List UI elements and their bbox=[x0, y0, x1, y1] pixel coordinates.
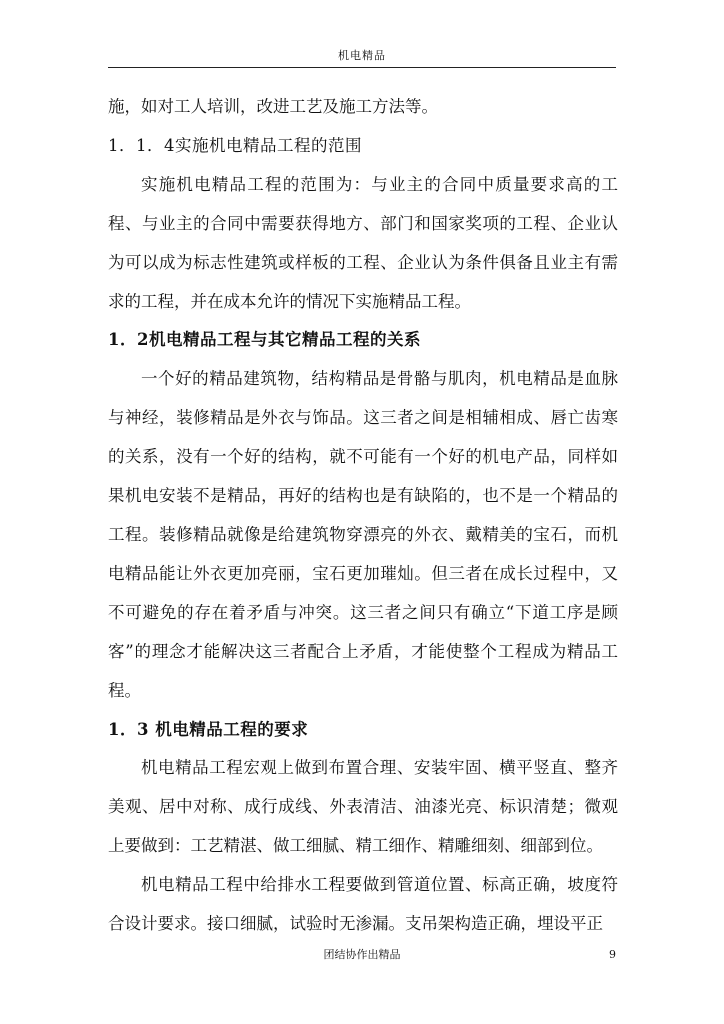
section-heading-1-1-4: 1．1．4实施机电精品工程的范围 bbox=[108, 135, 362, 155]
paragraph-scope: 实施机电精品工程的范围为：与业主的合同中质量要求高的工程、与业主的合同中需要获得地方、部门和国家奖项的工程、企业认为可以成为标志性建筑或样板的工程、企业认为条件俱备且业主有需求的工程，并在成本允许的情况下实施精品工程。 bbox=[108, 174, 618, 311]
page-header bbox=[108, 49, 616, 63]
page-number: 9 bbox=[609, 948, 616, 961]
paragraph-requirements: 机电精品工程宏观上做到布置合理、安装牢固、横平竖直、整齐美观、居中对称、成行成线、外表清洁、油漆光亮、标识清楚；微观上要做到：工艺精湛、做工细腻、精工细作、精雕细刻、细部到位。 bbox=[108, 758, 618, 856]
section-heading-1-2: 1．2机电精品工程与其它精品工程的关系 bbox=[108, 330, 421, 350]
section-heading-1-3: 1．3 机电精品工程的要求 bbox=[108, 719, 309, 739]
paragraph-continuation: 施，如对工人培训，改进工艺及施工方法等。 bbox=[108, 97, 438, 116]
paragraph-plumbing: 机电精品工程中给排水工程要做到管道位置、标高正确，坡度符合设计要求。接口细腻，试验时无渗漏。支吊架构造正确，埋设平正 bbox=[108, 875, 618, 934]
document-body bbox=[108, 88, 618, 944]
header-divider bbox=[108, 67, 616, 68]
header-title: 机电精品 bbox=[338, 49, 386, 62]
paragraph-relationship: 一个好的精品建筑物，结构精品是骨骼与肌肉，机电精品是血脉与神经，装修精品是外衣与饰品。这三者之间是相辅相成、唇亡齿寒的关系，没有一个好的结构，就不可能有一个好的机电产品，同样如果机电安装不是精品，再好的结构也是有缺陷的，也不是一个精品的工程。装修精品就像是给建筑物穿漂亮的外衣、戴精美的宝石，而机电精品能让外衣更加亮丽，宝石更加璀灿。但三者在成长过程中，又不可避免的存在着矛盾与冲突。这三者之间只有确立“下道工序是顾客”的理念才能解决这三者配合上矛盾，才能使整个工程成为精品工程。 bbox=[108, 369, 618, 700]
footer-text: 团结协作出精品 bbox=[323, 948, 401, 961]
